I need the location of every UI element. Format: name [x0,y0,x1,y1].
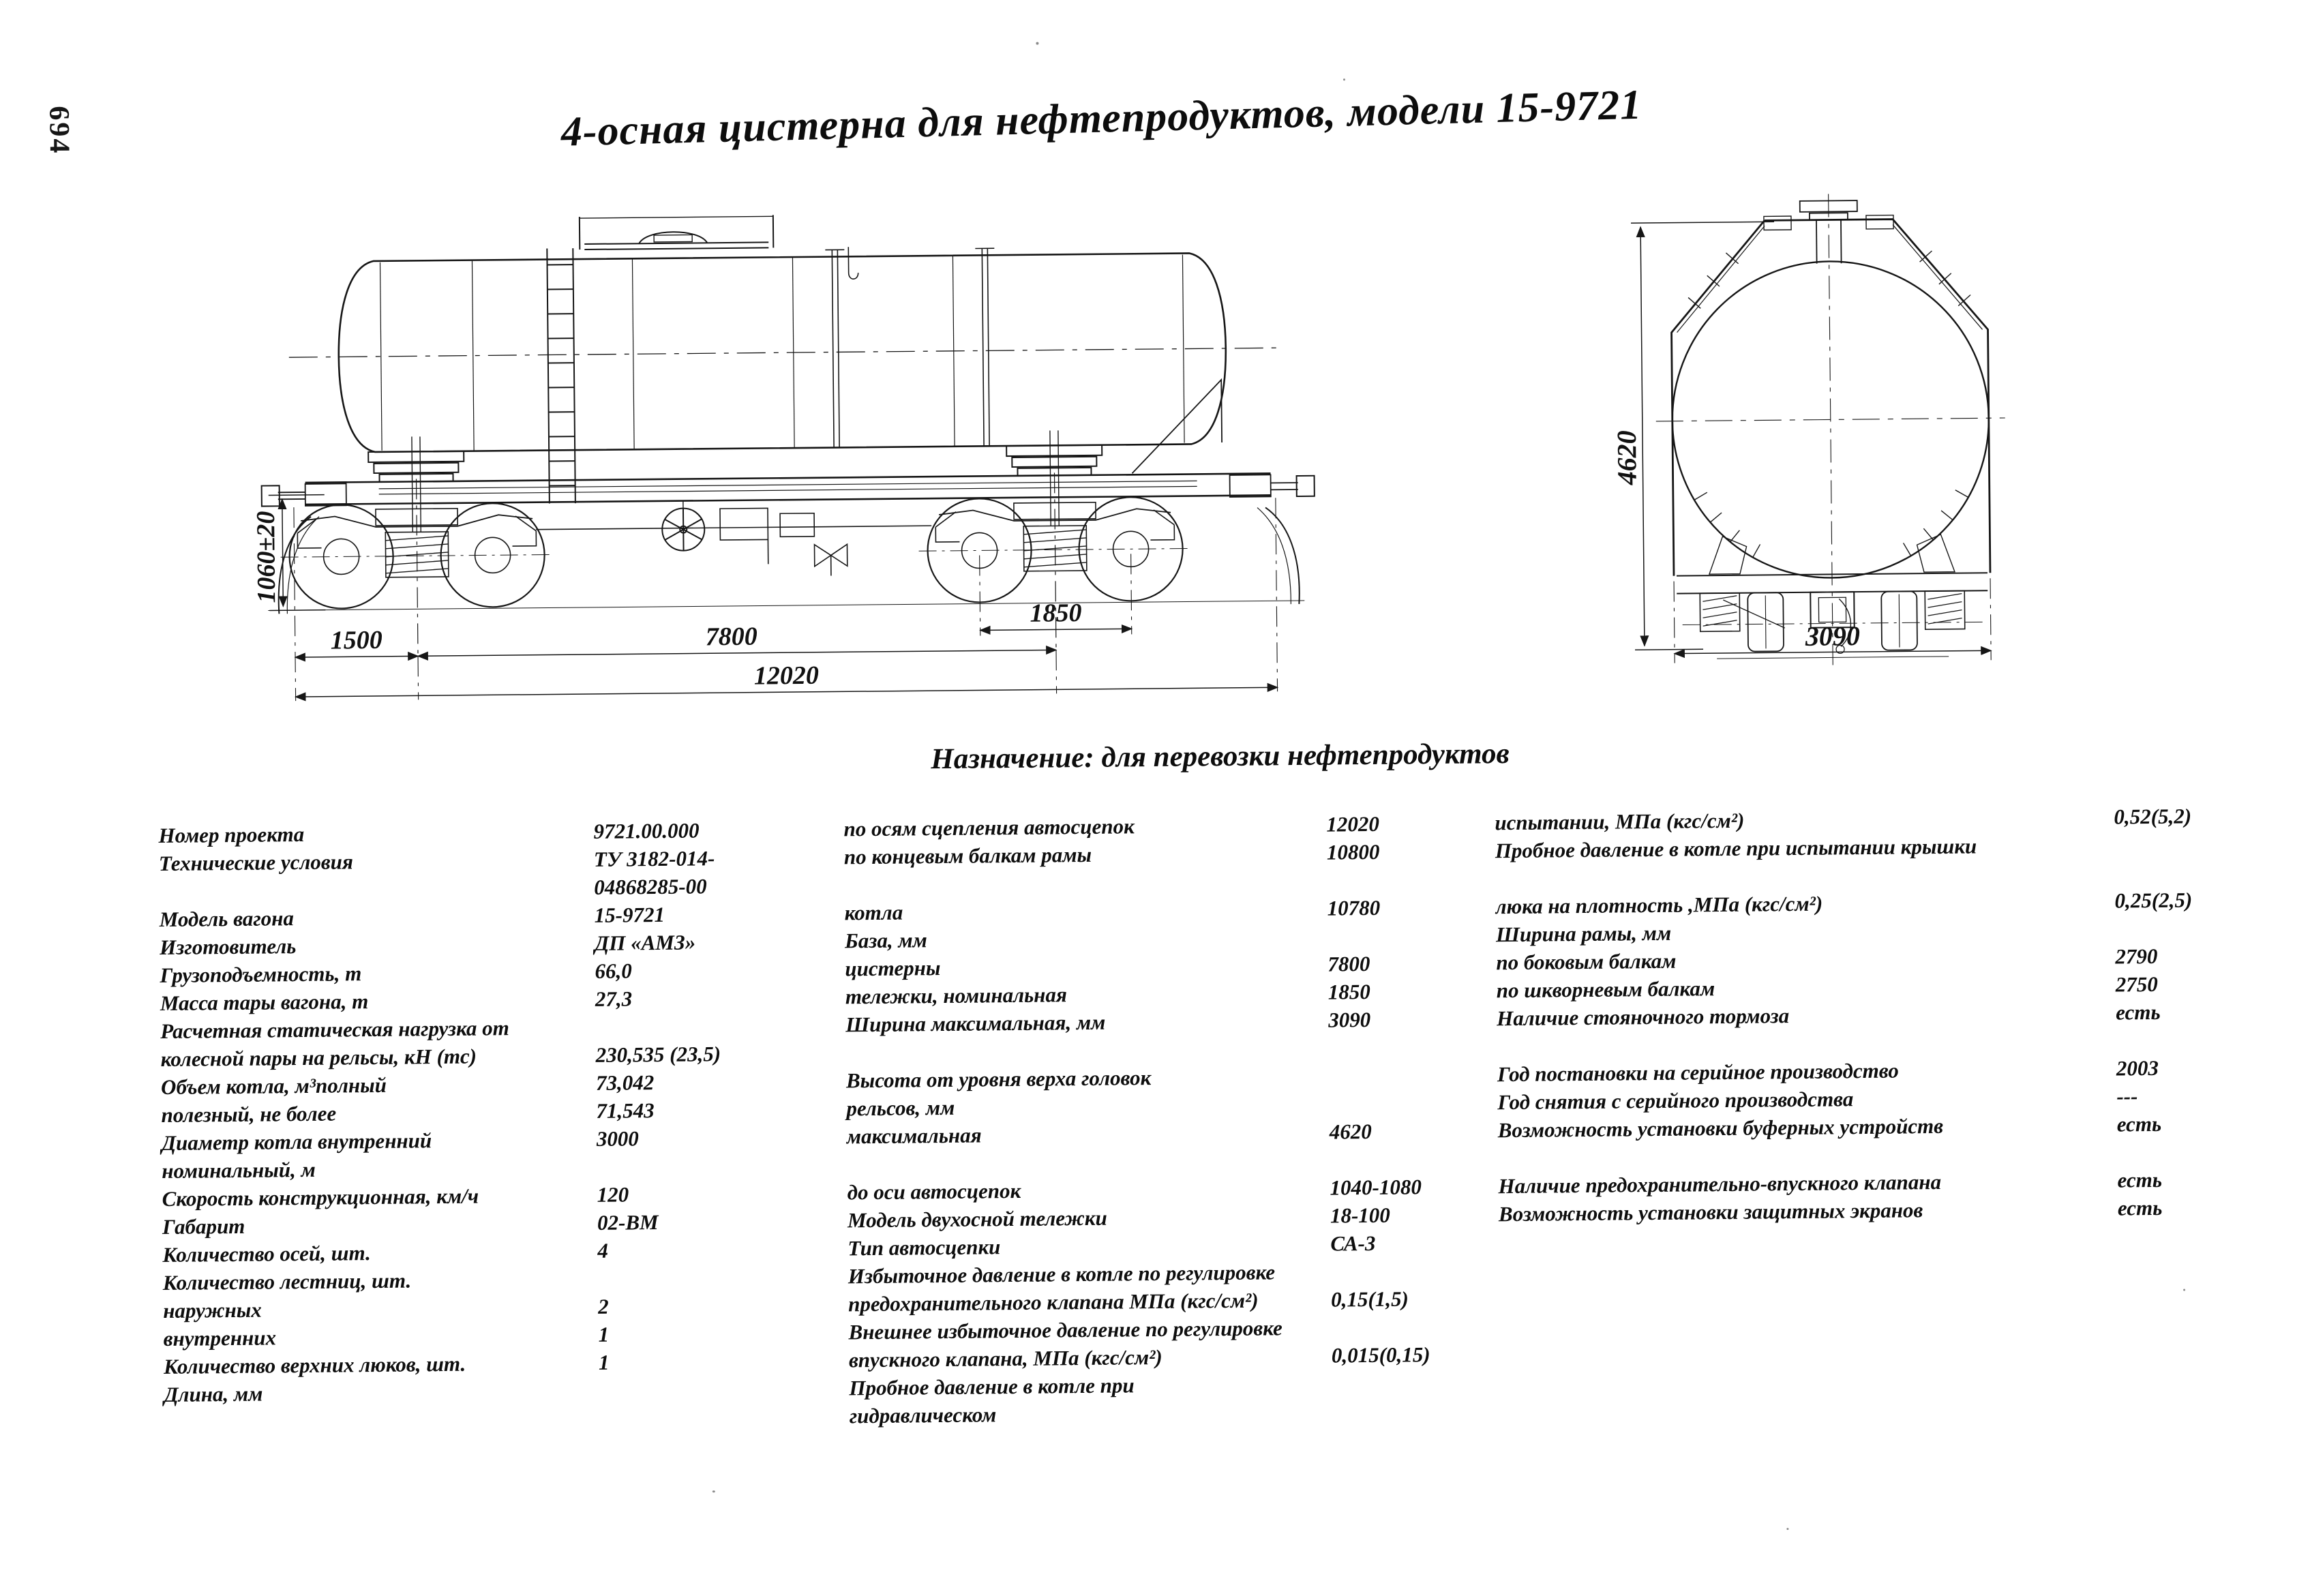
spec-row [844,841,1278,873]
spec-value: 7800 [1328,952,1370,977]
frame [260,379,1315,614]
spec-label: максимальная [847,1123,982,1148]
end-view-drawing [1610,189,2052,670]
spec-value: 1850 [1328,980,1370,1005]
coupler-left [262,485,280,506]
spec-label: по шкворневым балкам [1497,976,1715,1002]
spec-row [1497,974,1979,1006]
spec-value: есть [2116,1000,2161,1025]
spec-label: Год снятия с серийного производства [1497,1087,1853,1114]
spec-label: Пробное давление в котле при испытании крышки [1495,834,1977,862]
side-view-drawing [240,202,1336,731]
spec-label: Количество лестниц, шт. [163,1269,412,1295]
scan-speck [1343,78,1345,80]
spec-label: Модель вагона [160,906,295,931]
dimensions [252,485,1278,701]
dim-end-height-label: 4620 [1611,430,1642,485]
spec-row [1497,1029,1979,1062]
gabarit-outline [1670,218,1990,575]
spec-value: 0,15(1,5) [1331,1286,1409,1312]
spec-row [161,1100,510,1131]
spec-row [160,960,509,991]
spec-row [846,1092,1280,1124]
brake-equipment [536,507,932,579]
spec-label: Пробное давление в котле при [849,1373,1135,1400]
spec-label: Масса тары вагона, т [160,989,369,1015]
spec-value: 0,52(5,2) [2114,804,2191,829]
spec-value: 1 [598,1323,609,1347]
ladder [547,248,575,503]
spec-value: 2750 [2116,972,2158,997]
spec-label: База, мм [845,928,927,952]
spec-row [163,1323,512,1355]
scan-speck [2183,1289,2185,1291]
spec-value: 1040-1080 [1330,1175,1422,1200]
spec-value: 1 [599,1351,610,1375]
spec-row [163,1295,512,1327]
spec-row [1496,918,1978,950]
hatch-platform [580,214,858,282]
spec-row [850,1400,1284,1432]
spec-row [1495,862,1977,894]
spec-row [849,1344,1283,1376]
tank-body [288,252,1285,453]
spec-row [159,848,508,879]
spec-value: 3000 [597,1126,639,1151]
spec-value: ДП «АМЗ» [595,930,695,955]
spec-value: 2 [598,1295,609,1319]
spec-value: 2790 [2115,944,2157,969]
rail-line [268,601,1304,611]
spec-label: колесной пары на рельсы, кН (тс) [161,1044,477,1071]
spec-row [848,1288,1282,1320]
spec-value: 120 [597,1182,629,1207]
spec-row [163,1267,512,1299]
spec-label: Изготовитель [160,934,297,959]
spec-value: 73,042 [596,1070,655,1096]
spec-row [845,952,1279,984]
spec-row [848,1316,1282,1348]
spec-label: гидравлическом [850,1402,997,1428]
spec-label: Диаметр котла внутренний [162,1128,432,1155]
purpose-line: Назначение: для перевозки нефтепродуктов [858,736,1581,777]
spec-column-2 [843,813,1283,1432]
spec-value: 66,0 [595,959,632,984]
spec-row [847,1148,1281,1180]
spec-row [159,876,508,907]
spec-value: 10780 [1327,896,1380,921]
spec-label: котла [845,901,903,925]
spec-row [1497,1057,1979,1090]
spec-row [843,813,1278,845]
spec-row [160,904,509,935]
spec-value: 02-ВМ [597,1210,659,1235]
spec-label: Возможность установки защитных экранов [1499,1198,1923,1226]
spec-label: до оси автосцепок [847,1179,1021,1204]
spec-column-3 [1495,806,1980,1230]
spec-value: 4 [597,1239,608,1263]
page-number-text: 694 [43,106,75,155]
spec-row [845,980,1280,1012]
center-lines [1654,192,2008,667]
dim-base-label: 7800 [706,622,758,652]
spec-label: впускного клапана, МПа (кгс/см²) [849,1345,1162,1372]
spec-row [848,1260,1282,1292]
spec-label: тележки, номинальная [845,982,1067,1008]
scan-speck [1036,42,1038,45]
spec-value: СА-3 [1330,1231,1375,1256]
spec-label: Номер проекта [158,822,304,847]
spec-label: Ширина рамы, мм [1496,921,1671,946]
spec-row [1495,834,1977,867]
spec-row [162,1184,511,1215]
spec-row [1498,1169,1980,1202]
spec-row [845,1036,1280,1068]
spec-row [160,932,509,963]
spec-label: наружных [163,1298,262,1323]
spec-value: --- [2116,1084,2138,1109]
spec-label: рельсов, мм [846,1096,955,1121]
spec-row [845,924,1279,957]
spec-label: полезный, не более [161,1102,336,1127]
spec-row [161,1072,510,1103]
dimensions-end [1610,220,1992,663]
spec-row [164,1351,513,1383]
spec-row [162,1156,511,1187]
spec-value: есть [2117,1168,2162,1193]
spec-label: Количество осей, шт. [162,1241,371,1267]
spec-value: 0,25(2,5) [2114,888,2192,913]
spec-label: Длина, мм [164,1382,262,1406]
spec-column-1 [158,820,513,1411]
spec-label: цистерны [845,956,940,980]
spec-row [158,820,507,852]
spec-row [160,1016,509,1047]
spec-row [847,1176,1281,1208]
spec-value: 27,3 [595,987,633,1012]
spec-value: 15-9721 [595,903,665,928]
page-title: 4-осная цистерна для нефтепродуктов, модели 15-9721 [470,78,1732,159]
scan-speck [1786,1528,1788,1530]
dim-overall-length-label: 12020 [754,661,819,691]
spec-label: Высота от уровня верха головок [846,1066,1152,1092]
dim-height-label: 1060±20 [252,511,281,603]
spec-label: Внешнее избыточное давление по регулировке [848,1316,1282,1344]
spec-row [847,1204,1282,1236]
spec-label: предохранительного клапана МПа (кгс/см²) [848,1289,1259,1316]
spec-row [847,1232,1282,1264]
spec-value: 10800 [1327,840,1380,865]
spec-row [845,1008,1280,1040]
spec-row [1499,1197,1981,1230]
spec-label: Наличие стояночного тормоза [1497,1004,1789,1030]
spec-value: есть [2117,1112,2162,1137]
handbrake-wheel [662,500,705,551]
spec-value: 12020 [1326,812,1379,837]
spec-row [162,1128,511,1159]
spec-label: испытании, МПа (кгс/см²) [1495,809,1744,835]
spec-row [1496,946,1978,978]
end-brace [1131,380,1222,473]
dim-coupler-bogie-label: 1500 [331,626,382,655]
spec-label: Модель двухосной тележки [847,1206,1107,1233]
spec-label: по концевым балкам рамы [844,843,1092,869]
spec-label: по боковым балкам [1496,949,1676,975]
scan-speck [712,1490,715,1492]
hook [848,247,858,279]
spec-value: 3090 [1328,1008,1370,1033]
spec-row [844,869,1278,901]
page-number [42,106,76,155]
spec-row [161,1044,510,1075]
spec-value: 2003 [2116,1056,2159,1081]
spec-label: Технические условия [159,849,353,875]
spec-label: Избыточное давление в котле по регулировке [848,1260,1276,1288]
spec-label: Год постановки на серийное производство [1497,1059,1899,1087]
spec-label: Наличие предохранительно-впускного клапана [1498,1170,1941,1198]
spec-label: Возможность установки буферных устройств [1498,1114,1944,1142]
spec-row [160,988,509,1019]
spec-value: 4620 [1330,1119,1372,1145]
spec-label: Расчетная статическая нагрузка от [160,1016,509,1043]
spec-row [164,1379,513,1411]
coupler-right [1297,476,1315,496]
spec-label: Скорость конструкционная, км/ч [162,1184,479,1211]
spec-label: Тип автосцепки [847,1235,1000,1260]
spec-row [162,1211,511,1243]
spec-row [1495,890,1977,922]
spec-value: есть [2118,1196,2163,1221]
spec-value: 04868285-00 [594,874,707,900]
spec-value: 9721.00.000 [593,818,699,843]
spec-label: люка на плотность ,МПа (кгс/см²) [1495,892,1822,919]
spec-label: номинальный, м [162,1158,316,1183]
spec-row [1497,1085,1979,1118]
spec-value: ТУ 3182-014- [594,846,715,872]
spec-label: Ширина максимальная, мм [845,1010,1105,1037]
spec-row [1498,1113,1980,1146]
spec-label: Габарит [162,1214,245,1239]
spec-value: 0,015(0,15) [1332,1342,1430,1368]
spec-label: по осям сцепления автосцепок [843,814,1135,841]
spec-row [1497,1002,1979,1034]
spec-label: Количество верхних люков, шт. [164,1352,466,1379]
spec-value: 18-100 [1330,1203,1390,1229]
spec-label: Грузоподъемность, т [160,961,361,987]
spec-value: 230,535 (23,5) [595,1042,721,1068]
spec-row [162,1239,511,1271]
spec-row [845,897,1279,929]
spec-row [849,1372,1283,1404]
spec-row [1498,1141,1980,1174]
spec-row [846,1064,1280,1096]
spec-table [0,0,2302,11]
spec-row [847,1120,1281,1152]
spec-label: внутренних [163,1325,276,1351]
spec-row [1495,806,1977,839]
spec-label: Объем котла, м³полный [161,1073,387,1099]
dim-bogie-wheelbase-label: 1850 [1030,599,1081,628]
dim-end-width-label: 3090 [1805,620,1860,652]
spec-value: 71,543 [596,1098,655,1124]
